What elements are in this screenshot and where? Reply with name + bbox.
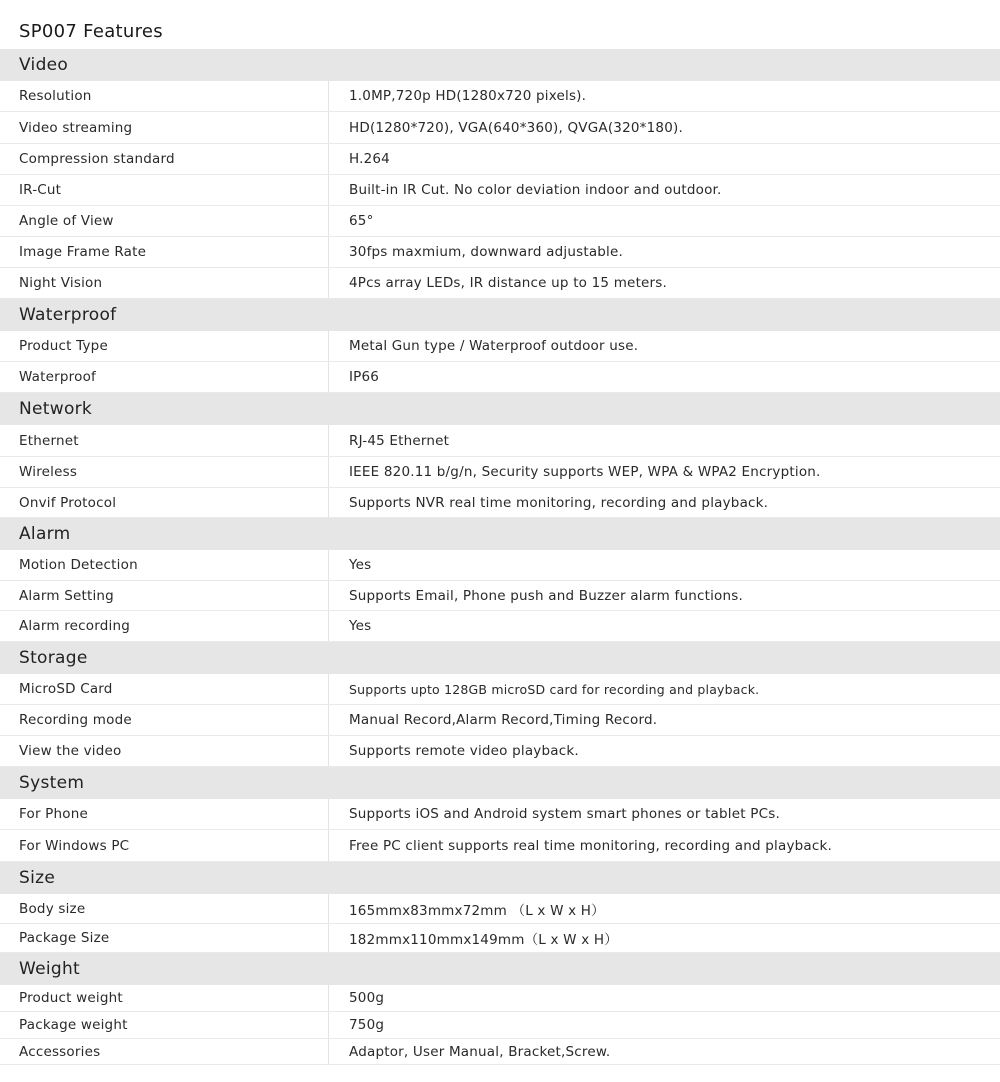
row-label: View the video [19, 743, 122, 759]
column-divider [328, 799, 329, 829]
row-value: 4Pcs array LEDs, IR distance up to 15 meters. [349, 275, 668, 291]
section-header-weight [0, 953, 1000, 985]
column-divider [328, 362, 329, 392]
section-header-video [0, 49, 1000, 81]
section-header-waterproof [0, 299, 1000, 331]
row-value: 1.0MP,720p HD(1280x720 pixels). [349, 88, 587, 104]
section-title: Weight [19, 959, 81, 979]
row-value: 30fps maxmium, downward adjustable. [349, 244, 624, 260]
row-label: Product weight [19, 990, 123, 1006]
column-divider [328, 1039, 329, 1064]
table-row [0, 112, 1000, 144]
row-label: MicroSD Card [19, 681, 113, 697]
section-title: System [19, 773, 85, 793]
table-row [0, 674, 1000, 705]
row-value: 165mmx83mmx72mm （L x W x H） [349, 902, 605, 919]
row-label: Onvif Protocol [19, 494, 117, 511]
section-header-size [0, 862, 1000, 894]
column-divider [328, 705, 329, 735]
row-label: Image Frame Rate [19, 244, 147, 260]
row-label: Ethernet [19, 432, 79, 449]
column-divider [328, 144, 329, 174]
column-divider [328, 175, 329, 205]
section-header-system [0, 767, 1000, 799]
row-value: RJ-45 Ethernet [349, 432, 450, 449]
row-value: 500g [349, 990, 385, 1006]
table-row [0, 206, 1000, 237]
table-row [0, 488, 1000, 518]
row-value: HD(1280*720), VGA(640*360), QVGA(320*180). [349, 119, 683, 136]
column-divider [328, 206, 329, 236]
table-row [0, 581, 1000, 611]
table-row [0, 237, 1000, 268]
row-value: 65° [349, 213, 374, 229]
table-row [0, 985, 1000, 1012]
table-row [0, 457, 1000, 488]
row-label: Video streaming [19, 119, 133, 136]
row-label: Body size [19, 900, 86, 917]
column-divider [328, 331, 329, 361]
row-value: Built-in IR Cut. No color deviation indoor and outdoor. [349, 182, 722, 198]
section-title: Size [19, 868, 56, 888]
table-row [0, 175, 1000, 206]
row-value: Supports Email, Phone push and Buzzer alarm functions. [349, 587, 743, 604]
row-value: H.264 [349, 151, 390, 167]
table-row [0, 362, 1000, 393]
row-label: Resolution [19, 88, 92, 104]
row-label: For Windows PC [19, 837, 130, 854]
section-title: Storage [19, 648, 88, 668]
column-divider [328, 830, 329, 861]
section-header-alarm [0, 518, 1000, 550]
row-label: Night Vision [19, 275, 103, 291]
column-divider [328, 237, 329, 267]
row-label: Wireless [19, 464, 78, 480]
section-title: Alarm [19, 524, 71, 544]
column-divider [328, 425, 329, 456]
section-header-storage [0, 642, 1000, 674]
column-divider [328, 112, 329, 143]
column-divider [328, 488, 329, 517]
table-row [0, 550, 1000, 581]
row-value: IP66 [349, 369, 380, 385]
column-divider [328, 674, 329, 704]
table-row [0, 705, 1000, 736]
column-divider [328, 611, 329, 641]
column-divider [328, 581, 329, 610]
column-divider [328, 924, 329, 952]
row-value: Yes [349, 557, 372, 573]
table-row [0, 830, 1000, 862]
row-value: 750g [349, 1017, 385, 1033]
page-title: SP007 Features [19, 21, 163, 42]
section-title: Video [19, 55, 69, 75]
column-divider [328, 81, 329, 111]
row-value: Free PC client supports real time monitoring, recording and playback. [349, 837, 833, 854]
row-value: Metal Gun type / Waterproof outdoor use. [349, 338, 639, 354]
table-row [0, 331, 1000, 362]
row-value: Manual Record,Alarm Record,Timing Record. [349, 712, 658, 728]
table-row [0, 924, 1000, 953]
row-label: Motion Detection [19, 557, 138, 573]
row-label: Recording mode [19, 712, 132, 728]
column-divider [328, 457, 329, 487]
table-row [0, 736, 1000, 767]
section-title: Waterproof [19, 305, 117, 325]
column-divider [328, 985, 329, 1011]
column-divider [328, 894, 329, 923]
row-label: Accessories [19, 1043, 101, 1060]
table-row [0, 799, 1000, 830]
row-label: Alarm Setting [19, 587, 114, 604]
row-value: 182mmx110mmx149mm（L x W x H） [349, 932, 618, 948]
section-header-network [0, 393, 1000, 425]
row-label: Package Size [19, 930, 110, 946]
row-label: Compression standard [19, 151, 175, 167]
table-row [0, 1012, 1000, 1039]
row-value: Supports iOS and Android system smart phones or tablet PCs. [349, 806, 780, 822]
row-label: Angle of View [19, 213, 114, 229]
column-divider [328, 550, 329, 580]
row-label: IR-Cut [19, 182, 62, 198]
row-label: For Phone [19, 806, 89, 822]
row-label: Alarm recording [19, 618, 131, 634]
row-label: Product Type [19, 338, 108, 354]
row-value: Yes [349, 618, 372, 634]
table-row [0, 268, 1000, 299]
column-divider [328, 1012, 329, 1038]
column-divider [328, 268, 329, 298]
row-value: Supports NVR real time monitoring, recording and playback. [349, 494, 769, 511]
section-title: Network [19, 399, 93, 419]
column-divider [328, 736, 329, 766]
row-label: Waterproof [19, 369, 97, 385]
row-label: Package weight [19, 1017, 128, 1033]
table-row [0, 81, 1000, 112]
table-row [0, 894, 1000, 924]
table-row [0, 425, 1000, 457]
row-value: IEEE 820.11 b/g/n, Security supports WEP, WPA & WPA2 Encryption. [349, 464, 821, 480]
table-row [0, 611, 1000, 642]
row-value: Supports remote video playback. [349, 743, 579, 759]
table-row [0, 1039, 1000, 1065]
row-value: Supports upto 128GB microSD card for recording and playback. [349, 681, 760, 697]
row-value: Adaptor, User Manual, Bracket,Screw. [349, 1043, 611, 1060]
table-row [0, 144, 1000, 175]
